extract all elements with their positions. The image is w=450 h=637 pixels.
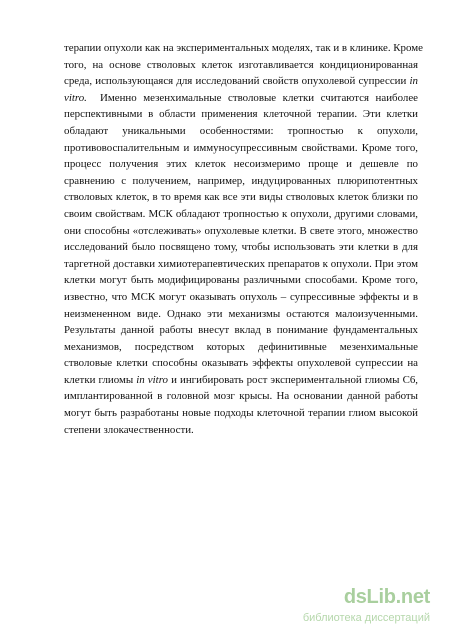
text-line-17: неизмененном виде. Однако эти механизмы остаются малоизученными. [64,307,418,320]
italic-in: in [409,75,418,88]
text-line-3: среда, использующаяся для исследований свойств опухолевой супрессии in [64,75,418,88]
text-line-13: исследований было посвящено тому, чтобы использовать эти клетки в для [64,241,418,254]
text-line-21: клетки глиомы in vitro и ингибировать рост экспериментальной глиомы С6, [64,373,418,386]
text-line-10: стволовых клеток, в то время как все эти виды стволовых клеток близки по [64,191,418,204]
text-line-22: имплантированной в головной мозг крысы. На основании данной работы [64,390,418,403]
text-line-16: известно, что МСК могут оказывать опухоль – супрессивные эффекты и в [64,290,418,303]
italic-in-vitro: in vitro [136,373,168,386]
text-line-4: vitro. Именно мезенхимальные стволовые клетки считаются наиболее [64,91,418,104]
text-line-9: сравнению с получением, например, индуцированных плюрипотентных [64,174,418,187]
text-line-6: обладают уникальными особенностями: тропностью к опухоли, [64,124,418,137]
text-line-14: таргетной доставки химиотерапевтических препаратов к опухоли. При этом [64,257,418,270]
text-line-1: терапии опухоли как на экспериментальных моделях, так и в клинике. Кроме [64,42,423,54]
text-line-7: противовоспалительным и иммуносупрессивным свойствами. Кроме того, [64,141,418,154]
text-line-5: перспективными в области применения клеточной терапии. Эти клетки [64,108,418,121]
text-line-18: Результаты данной работы внесут вклад в понимание фундаментальных [64,324,418,337]
text-line-8: процесс получения этих клеток несоизмеримо проще и дешевле по [64,158,418,171]
paragraph-text [64,40,423,438]
text-line-15: клетки могут быть модифицированы различными способами. Кроме того, [64,274,418,287]
text-line-12: они способны «отслеживать» опухолевые клетки. В свете этого, множество [64,224,418,237]
text-line-11: своим свойствам. МСК обладают тропностью к опухоли, другими словами, [64,207,418,220]
text-line-24: степени злокачественности. [64,423,194,436]
watermark-brand: dsLib.net [343,586,430,608]
text-line-2: того, на основе стволовых клеток изготавливается кондиционированная [64,58,418,71]
text-line-20: стволовые клетки способны оказывать эффекты опухолевой супрессии на [64,357,418,370]
watermark-tagline: библиотека диссертаций [302,612,430,624]
text-line-23: могут быть разработаны новые подходы клеточной терапии глиом высокой [64,407,418,420]
italic-vitro: vitro. [64,91,87,104]
dslib-watermark-logo [300,586,440,628]
text-line-19: механизмов, посредством которых дефинитивные мезенхимальные [64,340,418,353]
